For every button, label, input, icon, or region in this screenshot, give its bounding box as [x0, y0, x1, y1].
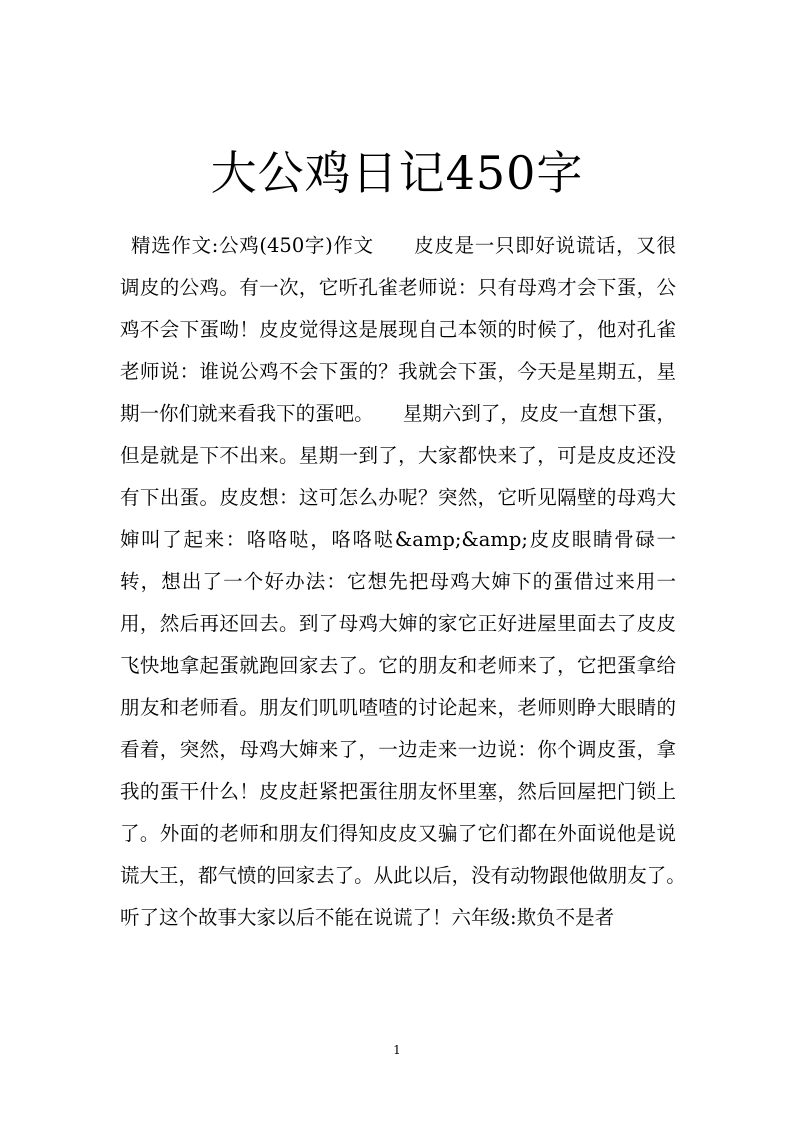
page-number: 1 [393, 1043, 401, 1057]
document-title: 大公鸡日记450字 [210, 146, 584, 200]
essay-body: 精选作文:公鸡(450字)作文 皮皮是一只即好说谎话，又很调皮的公鸡。有一次，它听孔雀老师说：只有母鸡才会下蛋，公鸡不会下蛋呦！皮皮觉得这是展现自己本领的时候了，他对孔雀老师说：谁说公鸡不会下蛋的？我就会下蛋，今天是星期五，星期一你们就来看我下的蛋吧。 星期六到了，皮皮一直想下蛋，但是就是下不出来。星期一到了，大家都快来了，可是皮皮还没有下出蛋。皮皮想：这可怎么办呢？突然，它听见隔壁的母鸡大婶叫了起来：咯咯哒，咯咯哒&amp;&amp;皮皮眼睛骨碌一转，想出了一个好办法：它想先把母鸡大婶下的蛋借过来用一用，然后再还回去。到了母鸡大婶的家它正好进屋里面去了皮皮飞快地拿起蛋就跑回家去了。它的朋友和老师来了，它把蛋拿给朋友和老师看。朋友们叽叽喳喳的讨论起来，老师则睁大眼睛的看着，突然，母鸡大婶来了，一边走来一边说：你个调皮蛋，拿我的蛋干什么！皮皮赶紧把蛋往朋友怀里塞，然后回屋把门锁上了。外面的老师和朋友们得知皮皮又骗了它们都在外面说他是说谎大王，都气愤的回家去了。从此以后，没有动物跟他做朋友了。 听了这个故事大家以后不能在说谎了！六年级:欺负不是者 [120, 234, 716, 929]
